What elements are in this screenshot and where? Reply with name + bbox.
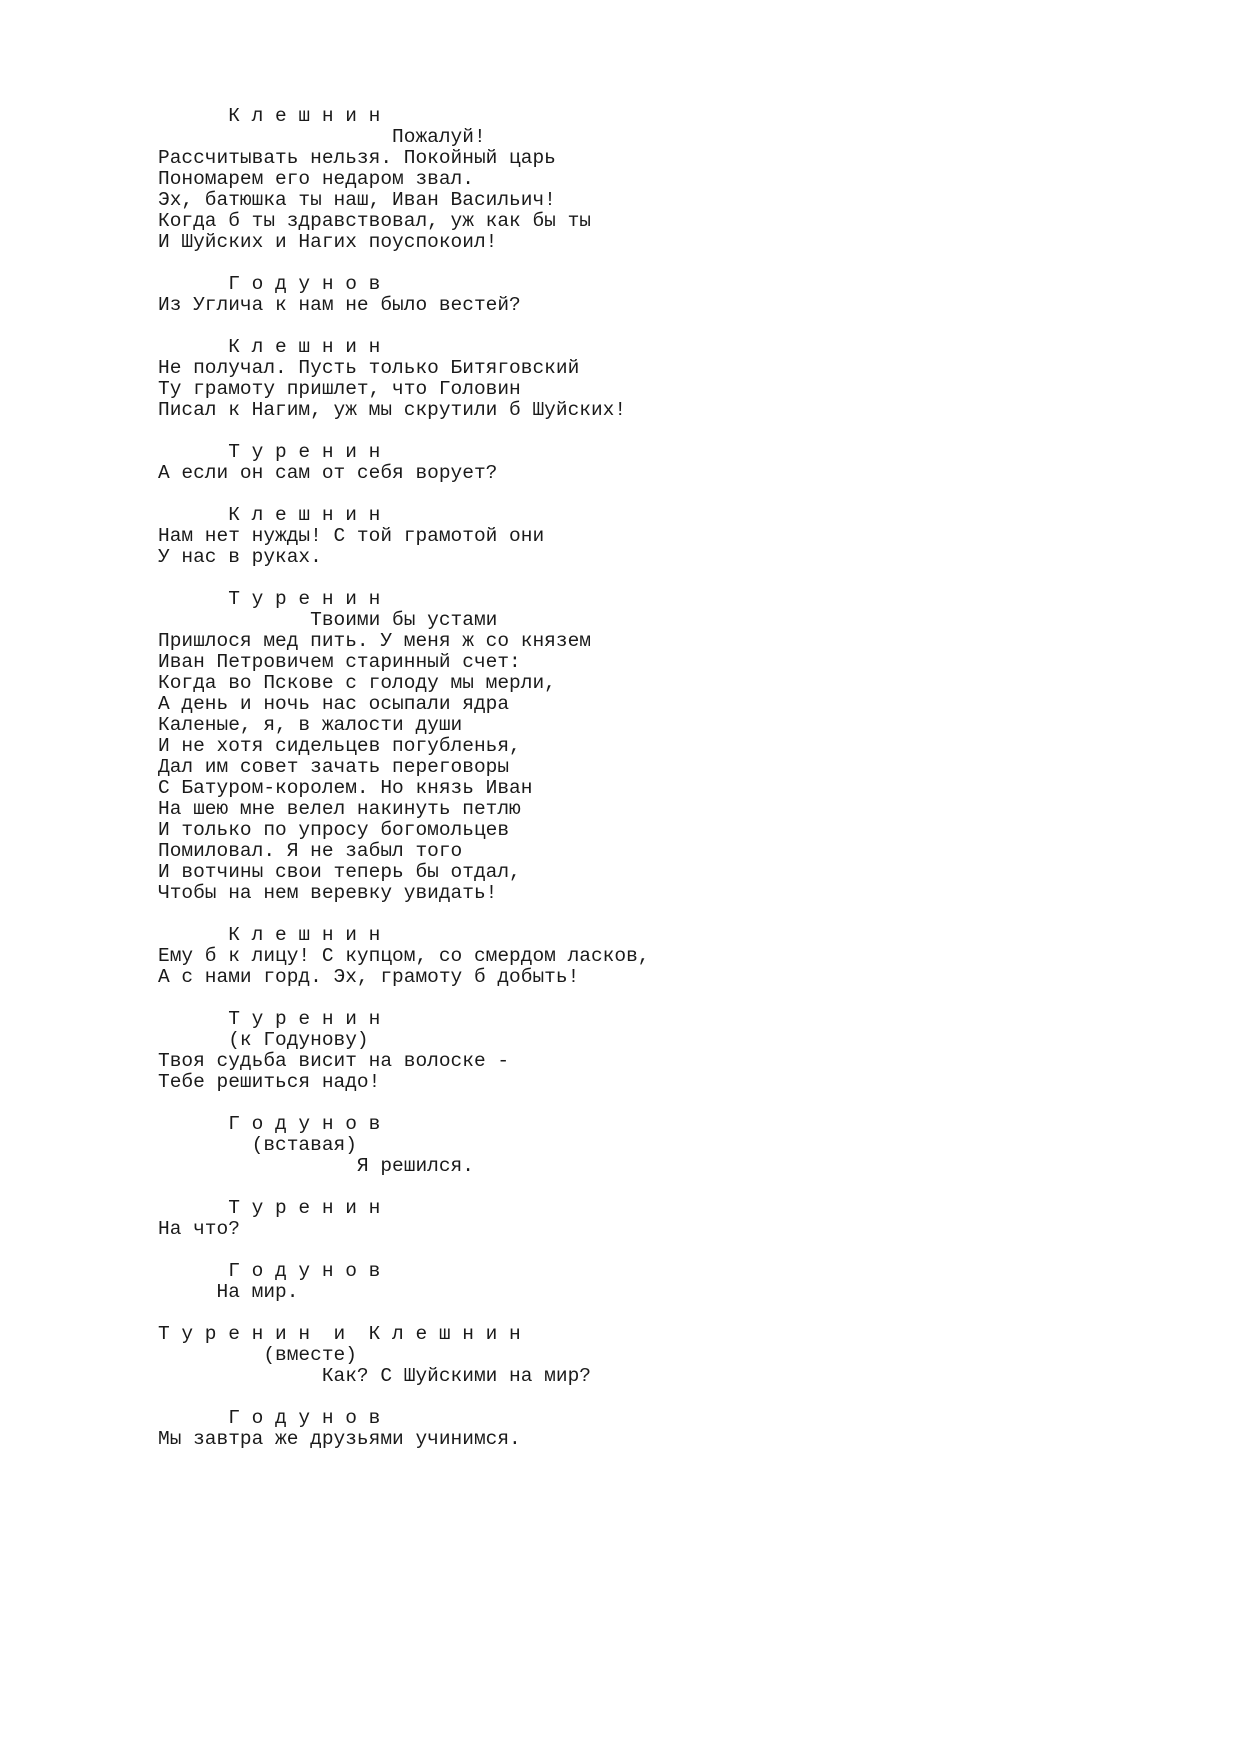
text-line: Я решился.	[158, 1155, 474, 1177]
text-line: Когда б ты здравствовал, уж как бы ты	[158, 210, 591, 232]
text-line: А день и ночь нас осыпали ядра	[158, 693, 510, 715]
text-line: С Батуром-королем. Но князь Иван	[158, 777, 533, 799]
text-line: На мир.	[158, 1281, 299, 1303]
text-line: (к Годунову)	[158, 1029, 369, 1051]
text-line: Рассчитывать нельзя. Покойный царь	[158, 147, 556, 169]
text-line: Т у р е н и н	[158, 1008, 381, 1030]
text-line: Писал к Нагим, уж мы скрутили б Шуйских!	[158, 399, 627, 421]
text-line: Твоя судьба висит на волоске -	[158, 1050, 510, 1072]
text-line: Ему б к лицу! С купцом, со смердом ласков,	[158, 945, 650, 967]
text-line: Г о д у н о в	[158, 1260, 381, 1282]
text-line: А с нами горд. Эх, грамоту б добыть!	[158, 966, 580, 988]
text-line: Т у р е н и н	[158, 588, 381, 610]
text-line: Мы завтра же друзьями учинимся.	[158, 1428, 521, 1450]
text-line: Тебе решиться надо!	[158, 1071, 381, 1093]
text-line: На шею мне велел накинуть петлю	[158, 798, 521, 820]
text-line: Эх, батюшка ты наш, Иван Васильич!	[158, 189, 556, 211]
text-line: Помиловал. Я не забыл того	[158, 840, 463, 862]
text-line: И только по упросу богомольцев	[158, 819, 510, 841]
text-line: Г о д у н о в	[158, 1407, 381, 1429]
text-line: К л е ш н и н	[158, 105, 381, 127]
text-line: Пономарем его недаром звал.	[158, 168, 474, 190]
text-line: (вставая)	[158, 1134, 357, 1156]
text-line: Дал им совет зачать переговоры	[158, 756, 510, 778]
text-line: Г о д у н о в	[158, 273, 381, 295]
text-line: Как? С Шуйскими на мир?	[158, 1365, 591, 1387]
text-line: Из Углича к нам не было вестей?	[158, 294, 521, 316]
text-line: Пришлося мед пить. У меня ж со князем	[158, 630, 591, 652]
text-line: Чтобы на нем веревку увидать!	[158, 882, 498, 904]
text-line: А если он сам от себя ворует?	[158, 462, 498, 484]
text-line: К л е ш н и н	[158, 504, 381, 526]
text-line: К л е ш н и н	[158, 924, 381, 946]
text-line: И вотчины свои теперь бы отдал,	[158, 861, 521, 883]
text-line: Т у р е н и н	[158, 1197, 381, 1219]
text-line: Когда во Пскове с голоду мы мерли,	[158, 672, 556, 694]
text-line: И Шуйских и Нагих поуспокоил!	[158, 231, 498, 253]
text-line: Ту грамоту пришлет, что Головин	[158, 378, 521, 400]
text-line: Пожалуй!	[158, 126, 486, 148]
text-line: (вместе)	[158, 1344, 357, 1366]
text-line: Не получал. Пусть только Битяговский	[158, 357, 580, 379]
text-line: Г о д у н о в	[158, 1113, 381, 1135]
text-line: И не хотя сидельцев погубленья,	[158, 735, 521, 757]
text-line: Каленые, я, в жалости души	[158, 714, 463, 736]
text-line: На что?	[158, 1218, 240, 1240]
text-line: У нас в руках.	[158, 546, 322, 568]
text-line: Т у р е н и н и К л е ш н и н	[158, 1323, 521, 1345]
text-line: К л е ш н и н	[158, 336, 381, 358]
text-line: Нам нет нужды! С той грамотой они	[158, 525, 545, 547]
text-line: Иван Петровичем старинный счет:	[158, 651, 521, 673]
text-line: Твоими бы устами	[158, 609, 498, 631]
text-line: Т у р е н и н	[158, 441, 381, 463]
